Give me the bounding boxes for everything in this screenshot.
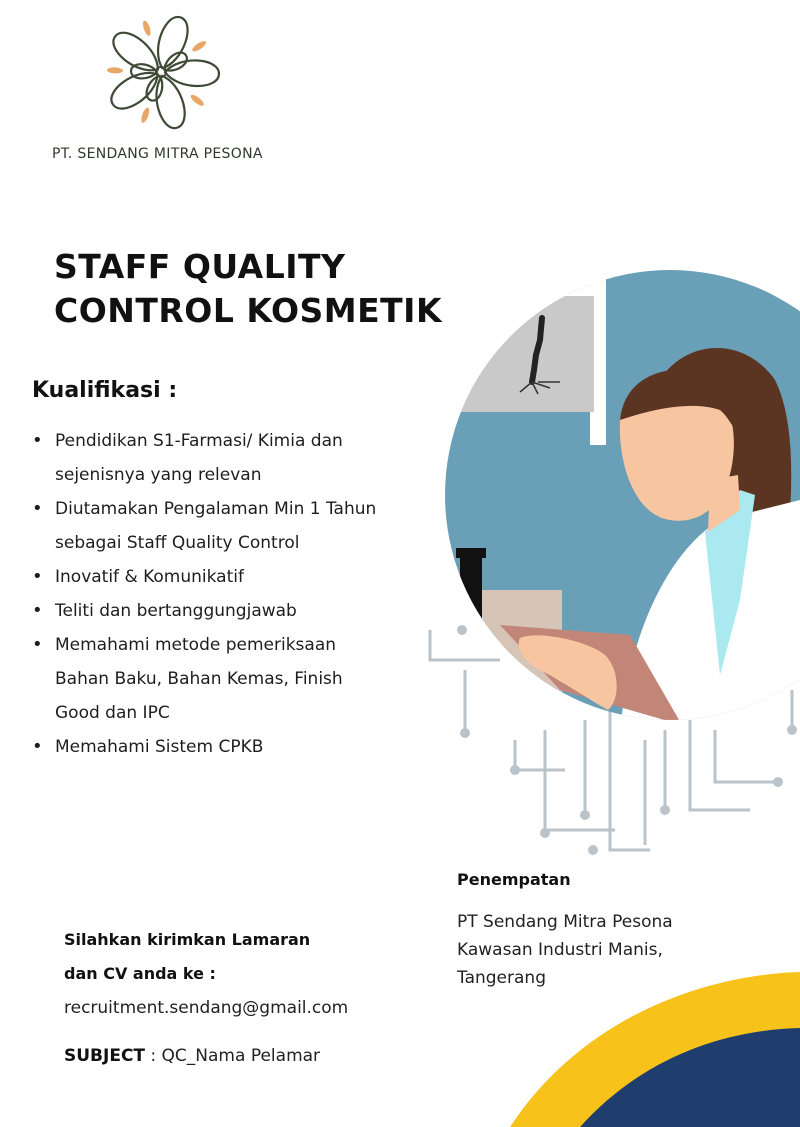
placement-line-city: Tangerang (457, 968, 546, 988)
list-item-line: Pendidikan S1-Farmasi/ Kimia dan (55, 431, 343, 451)
apply-email[interactable]: recruitment.sendang@gmail.com (64, 998, 349, 1018)
apply-instruction-line-1: Silahkan kirimkan Lamaran (64, 930, 311, 949)
company-logo-flower-icon (96, 6, 226, 138)
job-title-line-1: STAFF QUALITY (54, 247, 346, 286)
logo-petals (106, 13, 220, 131)
list-item (32, 492, 432, 560)
subject-row (64, 1046, 320, 1066)
list-item-line: Good dan IPC (55, 703, 170, 723)
qualifications-heading: Kualifikasi : (32, 378, 178, 403)
job-title-line-2: CONTROL KOSMETIK (54, 291, 443, 330)
qualifications-list (32, 424, 432, 764)
list-item-line: Bahan Baku, Bahan Kemas, Finish (55, 669, 343, 689)
list-item-line: Diutamakan Pengalaman Min 1 Tahun (55, 499, 377, 519)
placement-heading: Penempatan (457, 870, 571, 889)
placement-line-company: PT Sendang Mitra Pesona (457, 912, 673, 932)
decorative-arcs (500, 970, 800, 1127)
list-item (32, 560, 432, 594)
list-item (32, 628, 432, 730)
list-item-line: Teliti dan bertanggungjawab (55, 601, 297, 621)
list-item (32, 594, 432, 628)
subject-label: SUBJECT (64, 1046, 146, 1066)
list-item-line: sejenisnya yang relevan (55, 465, 262, 485)
list-item-line: sebagai Staff Quality Control (55, 533, 300, 553)
apply-instruction-line-2: dan CV anda ke : (64, 964, 216, 983)
company-name: PT. SENDANG MITRA PESONA (52, 146, 263, 162)
list-item-line: Inovatif & Komunikatif (55, 567, 244, 587)
list-item (32, 424, 432, 492)
lab-scientist-illustration (420, 270, 800, 870)
job-title (54, 245, 474, 333)
placement-line-area: Kawasan Industri Manis, (457, 940, 663, 960)
list-item-line: Memahami Sistem CPKB (55, 737, 264, 757)
list-item (32, 730, 432, 764)
subject-value: : QC_Nama Pelamar (145, 1046, 321, 1066)
list-item-line: Memahami metode pemeriksaan (55, 635, 337, 655)
